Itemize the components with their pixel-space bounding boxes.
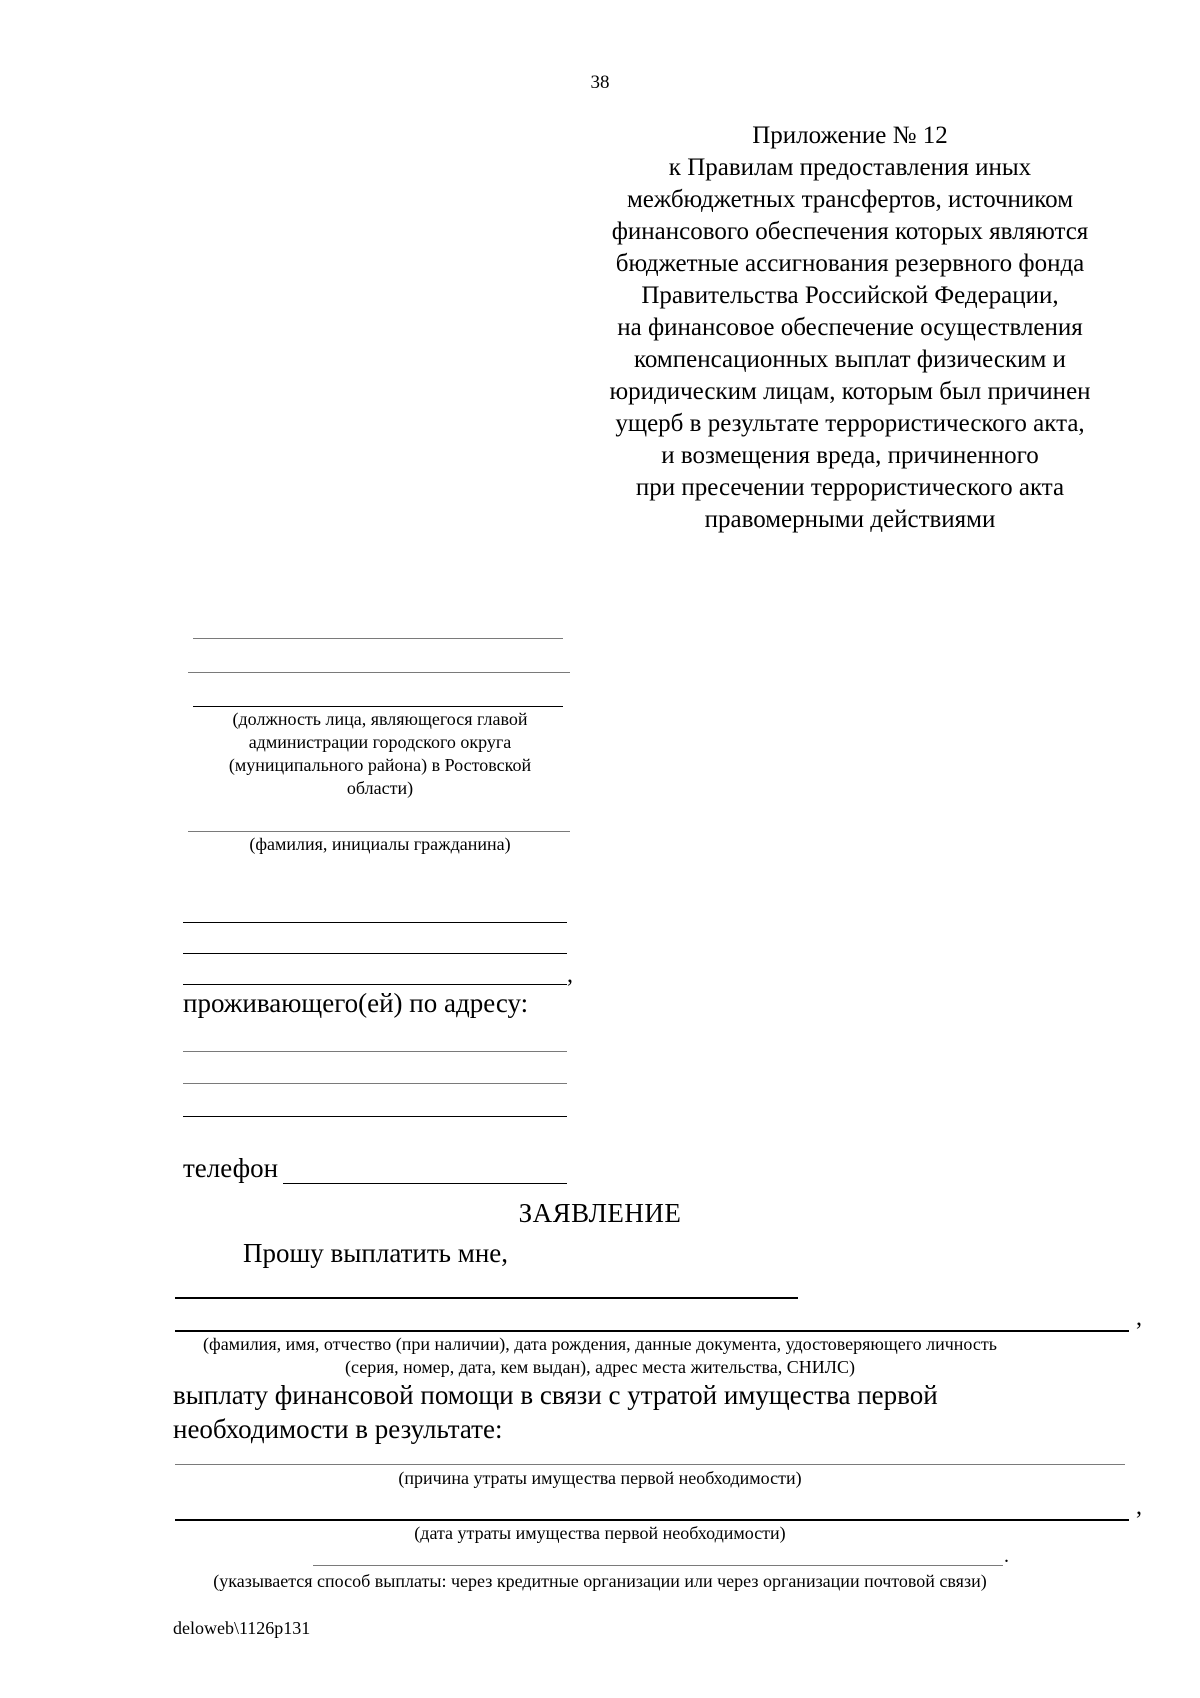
phone-field-line[interactable] [283,1183,567,1184]
appendix-line: правомерными действиями [704,506,996,533]
address-label: проживающего(ей) по адресу: [183,988,529,1018]
appendix-line: Правительства Российской Федерации, [641,282,1059,309]
payment-line[interactable] [313,1565,1003,1566]
comma: , [567,962,573,988]
page-number: 38 [590,72,610,93]
appendix-line: на финансовое обеспечение осуществления [617,314,1083,341]
appendix-line: и возмещения вреда, причиненного [661,442,1039,469]
purpose-text: выплату финансовой помощи в связи с утратой имущества первой необходимости в результате: [173,1380,938,1444]
position-field-line[interactable] [193,638,563,639]
citizen-caption: (фамилия, инициалы гражданина) [249,834,511,854]
appendix-line: компенсационных выплат физическим и [634,346,1066,373]
applicant-line[interactable] [175,1330,1129,1332]
position-field-line[interactable] [188,672,570,673]
appendix-line: при пресечении террористического акта [635,474,1065,501]
position-caption: (должность лица, являющегося главой администрации городского округа (муниципального района) в Ростовской области) [228,709,532,798]
position-field-line[interactable] [193,706,563,707]
appendix-line: юридическим лицам, которым был причинен [609,378,1091,405]
request-text: Прошу выплатить мне, [243,1238,509,1268]
citizen-detail-line[interactable] [183,953,567,954]
address-line[interactable] [183,1083,567,1084]
appendix-line: межбюджетных трансфертов, источником [626,186,1074,213]
document-code: deloweb\1126p131 [173,1618,311,1638]
citizen-detail-line[interactable] [183,922,567,923]
appendix-line: бюджетные ассигнования резервного фонда [615,250,1085,277]
citizen-detail-line[interactable] [183,984,567,985]
applicant-line[interactable] [175,1297,798,1299]
appendix-line: финансового обеспечения которых являются [611,218,1089,245]
comma: , [1136,1305,1142,1331]
date-caption: (дата утраты имущества первой необходимости) [414,1523,786,1543]
appendix-line: Приложение № 12 [752,122,948,149]
payment-caption: (указывается способ выплаты: через кредитные организации или через организации почтовой связи) [213,1571,987,1591]
statement-title: ЗАЯВЛЕНИЕ [518,1198,682,1228]
appendix-line: к Правилам предоставления иных [668,154,1032,181]
address-line[interactable] [183,1116,567,1117]
date-line[interactable] [175,1519,1129,1521]
address-line[interactable] [183,1051,567,1052]
appendix-line: ущерб в результате террористического акта, [615,410,1085,437]
phone-label: телефон [183,1153,279,1183]
period: . [1004,1545,1009,1567]
citizen-name-line[interactable] [188,831,570,832]
reason-line[interactable] [175,1464,1125,1465]
reason-caption: (причина утраты имущества первой необходимости) [398,1468,802,1488]
applicant-caption: (фамилия, имя, отчество (при наличии), дата рождения, данные документа, удостоверяющего личность (серия, номер, дата, кем выдан), адрес места жительства, СНИЛС) [203,1334,997,1377]
comma: , [1136,1494,1142,1520]
appendix-header [560,120,1140,536]
